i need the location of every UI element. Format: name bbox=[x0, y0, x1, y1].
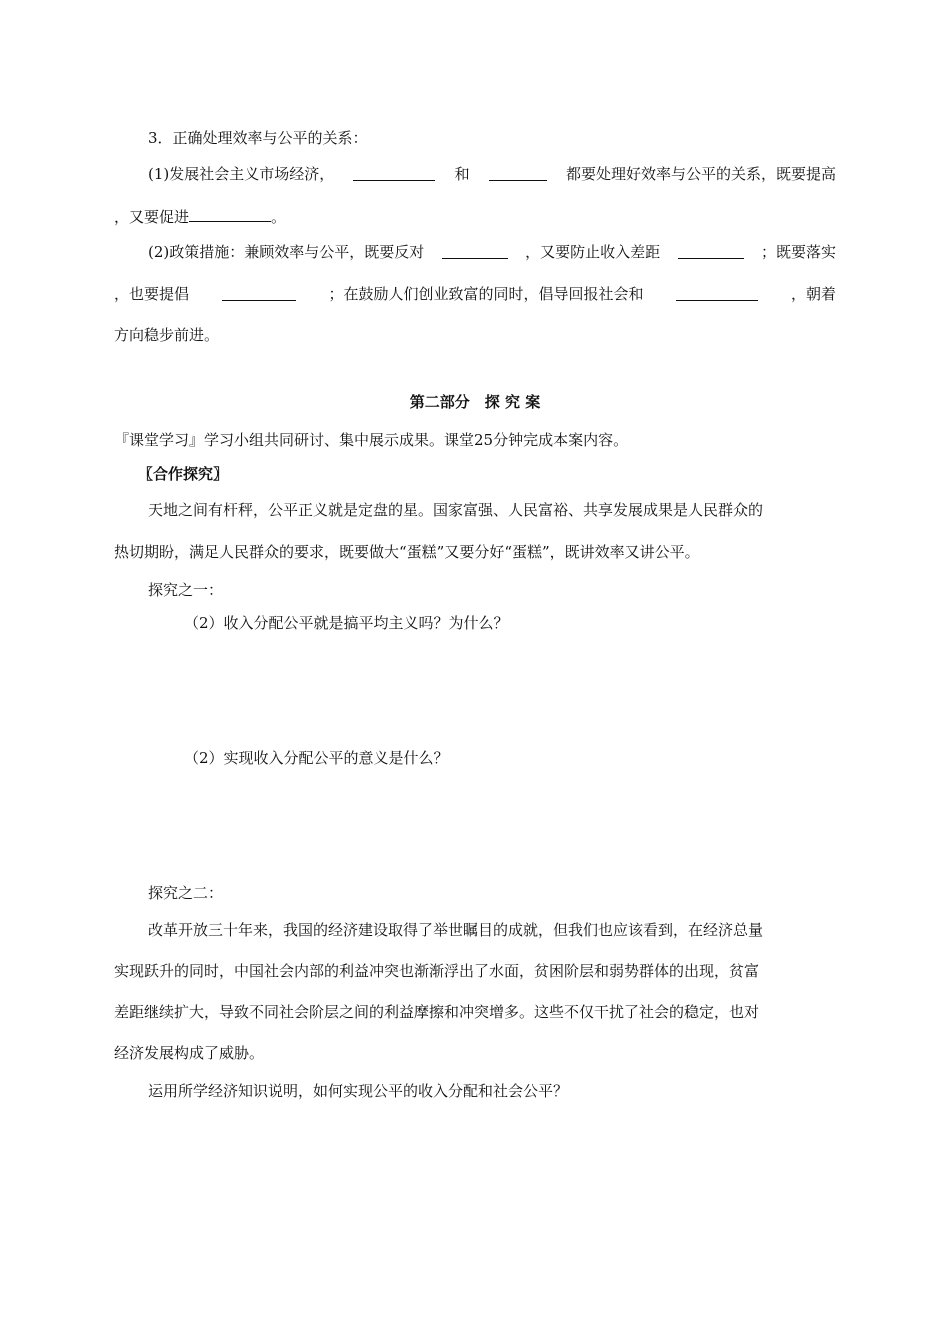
explore1-label-text: 探究之一： bbox=[148, 581, 224, 599]
paragraph2-line4 bbox=[114, 1043, 836, 1063]
item2-text-c: ；既要落实 bbox=[760, 243, 836, 261]
blank-field[interactable] bbox=[678, 242, 744, 259]
item1-text-a: (1)发展社会主义市场经济， bbox=[148, 165, 335, 183]
paragraph-text: 经济发展构成了威胁。 bbox=[114, 1044, 265, 1062]
question3-text: 运用所学经济知识说明，如何实现公平的收入分配和社会公平？ bbox=[148, 1082, 569, 1100]
item1-text-b: 和 bbox=[454, 165, 470, 183]
item1-line2 bbox=[114, 205, 836, 227]
item1-line1 bbox=[148, 164, 836, 184]
part2-title-text: 第二部分 探 究 案 bbox=[409, 393, 541, 411]
item2-text-d: ，也要提倡 bbox=[114, 285, 190, 303]
paragraph1-line1 bbox=[148, 500, 870, 520]
item2-line2 bbox=[114, 284, 836, 304]
item2-line1 bbox=[148, 242, 836, 262]
blank-field[interactable] bbox=[353, 164, 435, 181]
paragraph-text: 差距继续扩大，导致不同社会阶层之间的利益摩擦和冲突增多。这些不仅干扰了社会的稳定，也对 bbox=[114, 1003, 760, 1021]
paragraph-text: 热切期盼，满足人民群众的要求，既要做大“蛋糕”又要分好“蛋糕”，既讲效率又讲公平。 bbox=[114, 543, 700, 561]
paragraph2-line2 bbox=[114, 961, 836, 981]
paragraph-text: 改革开放三十年来，我国的经济建设取得了举世瞩目的成就，但我们也应该看到，在经济总量 bbox=[148, 921, 764, 939]
item1-text-c: 都要处理好效率与公平的关系，既要提高 bbox=[565, 165, 836, 183]
question2 bbox=[184, 748, 906, 768]
item2-text-a: (2)政策措施：兼顾效率与公平，既要反对 bbox=[148, 243, 425, 261]
paragraph-text: 实现跃升的同时，中国社会内部的利益冲突也渐渐浮出了水面，贫困阶层和弱势群体的出现，贫富 bbox=[114, 962, 760, 980]
item2-text-e: ；在鼓励人们创业致富的同时，倡导回报社会和 bbox=[328, 285, 644, 303]
blank-field[interactable] bbox=[222, 284, 296, 301]
blank-field[interactable] bbox=[676, 284, 758, 301]
part2-intro bbox=[114, 430, 836, 450]
section-heading bbox=[148, 128, 870, 148]
item1-text-e: 。 bbox=[271, 208, 287, 226]
explore2-label bbox=[148, 883, 870, 903]
item2-text-g: 方向稳步前进。 bbox=[114, 326, 220, 344]
item2-text-f: ，朝着 bbox=[790, 285, 836, 303]
paragraph-text: 天地之间有杆秤，公平正义就是定盘的星。国家富强、人民富裕、共享发展成果是人民群众的 bbox=[148, 501, 764, 519]
item2-line3 bbox=[114, 325, 836, 345]
part2-intro-text: 『课堂学习』学习小组共同研讨、集中展示成果。课堂25分钟完成本案内容。 bbox=[114, 431, 629, 449]
question1-text: （2）收入分配公平就是搞平均主义吗？为什么？ bbox=[184, 614, 509, 632]
item1-text-d: ，又要促进 bbox=[114, 208, 190, 226]
item2-text-b: ，又要防止收入差距 bbox=[525, 243, 661, 261]
part2-title bbox=[0, 392, 950, 412]
blank-field[interactable] bbox=[442, 242, 508, 259]
cooperation-subheading bbox=[138, 464, 860, 484]
explore1-label bbox=[148, 580, 870, 600]
cooperation-subheading-text: 〖合作探究〗 bbox=[138, 465, 229, 483]
paragraph2-line1 bbox=[148, 920, 870, 940]
paragraph2-line3 bbox=[114, 1002, 836, 1022]
question3 bbox=[148, 1081, 870, 1101]
explore2-label-text: 探究之二： bbox=[148, 884, 224, 902]
blank-field[interactable] bbox=[489, 164, 547, 181]
question2-text: （2）实现收入分配公平的意义是什么？ bbox=[184, 749, 449, 767]
question1 bbox=[184, 613, 906, 633]
section-heading-text: 3．正确处理效率与公平的关系： bbox=[148, 129, 368, 147]
paragraph1-line2 bbox=[114, 542, 836, 562]
blank-field[interactable] bbox=[189, 205, 271, 222]
